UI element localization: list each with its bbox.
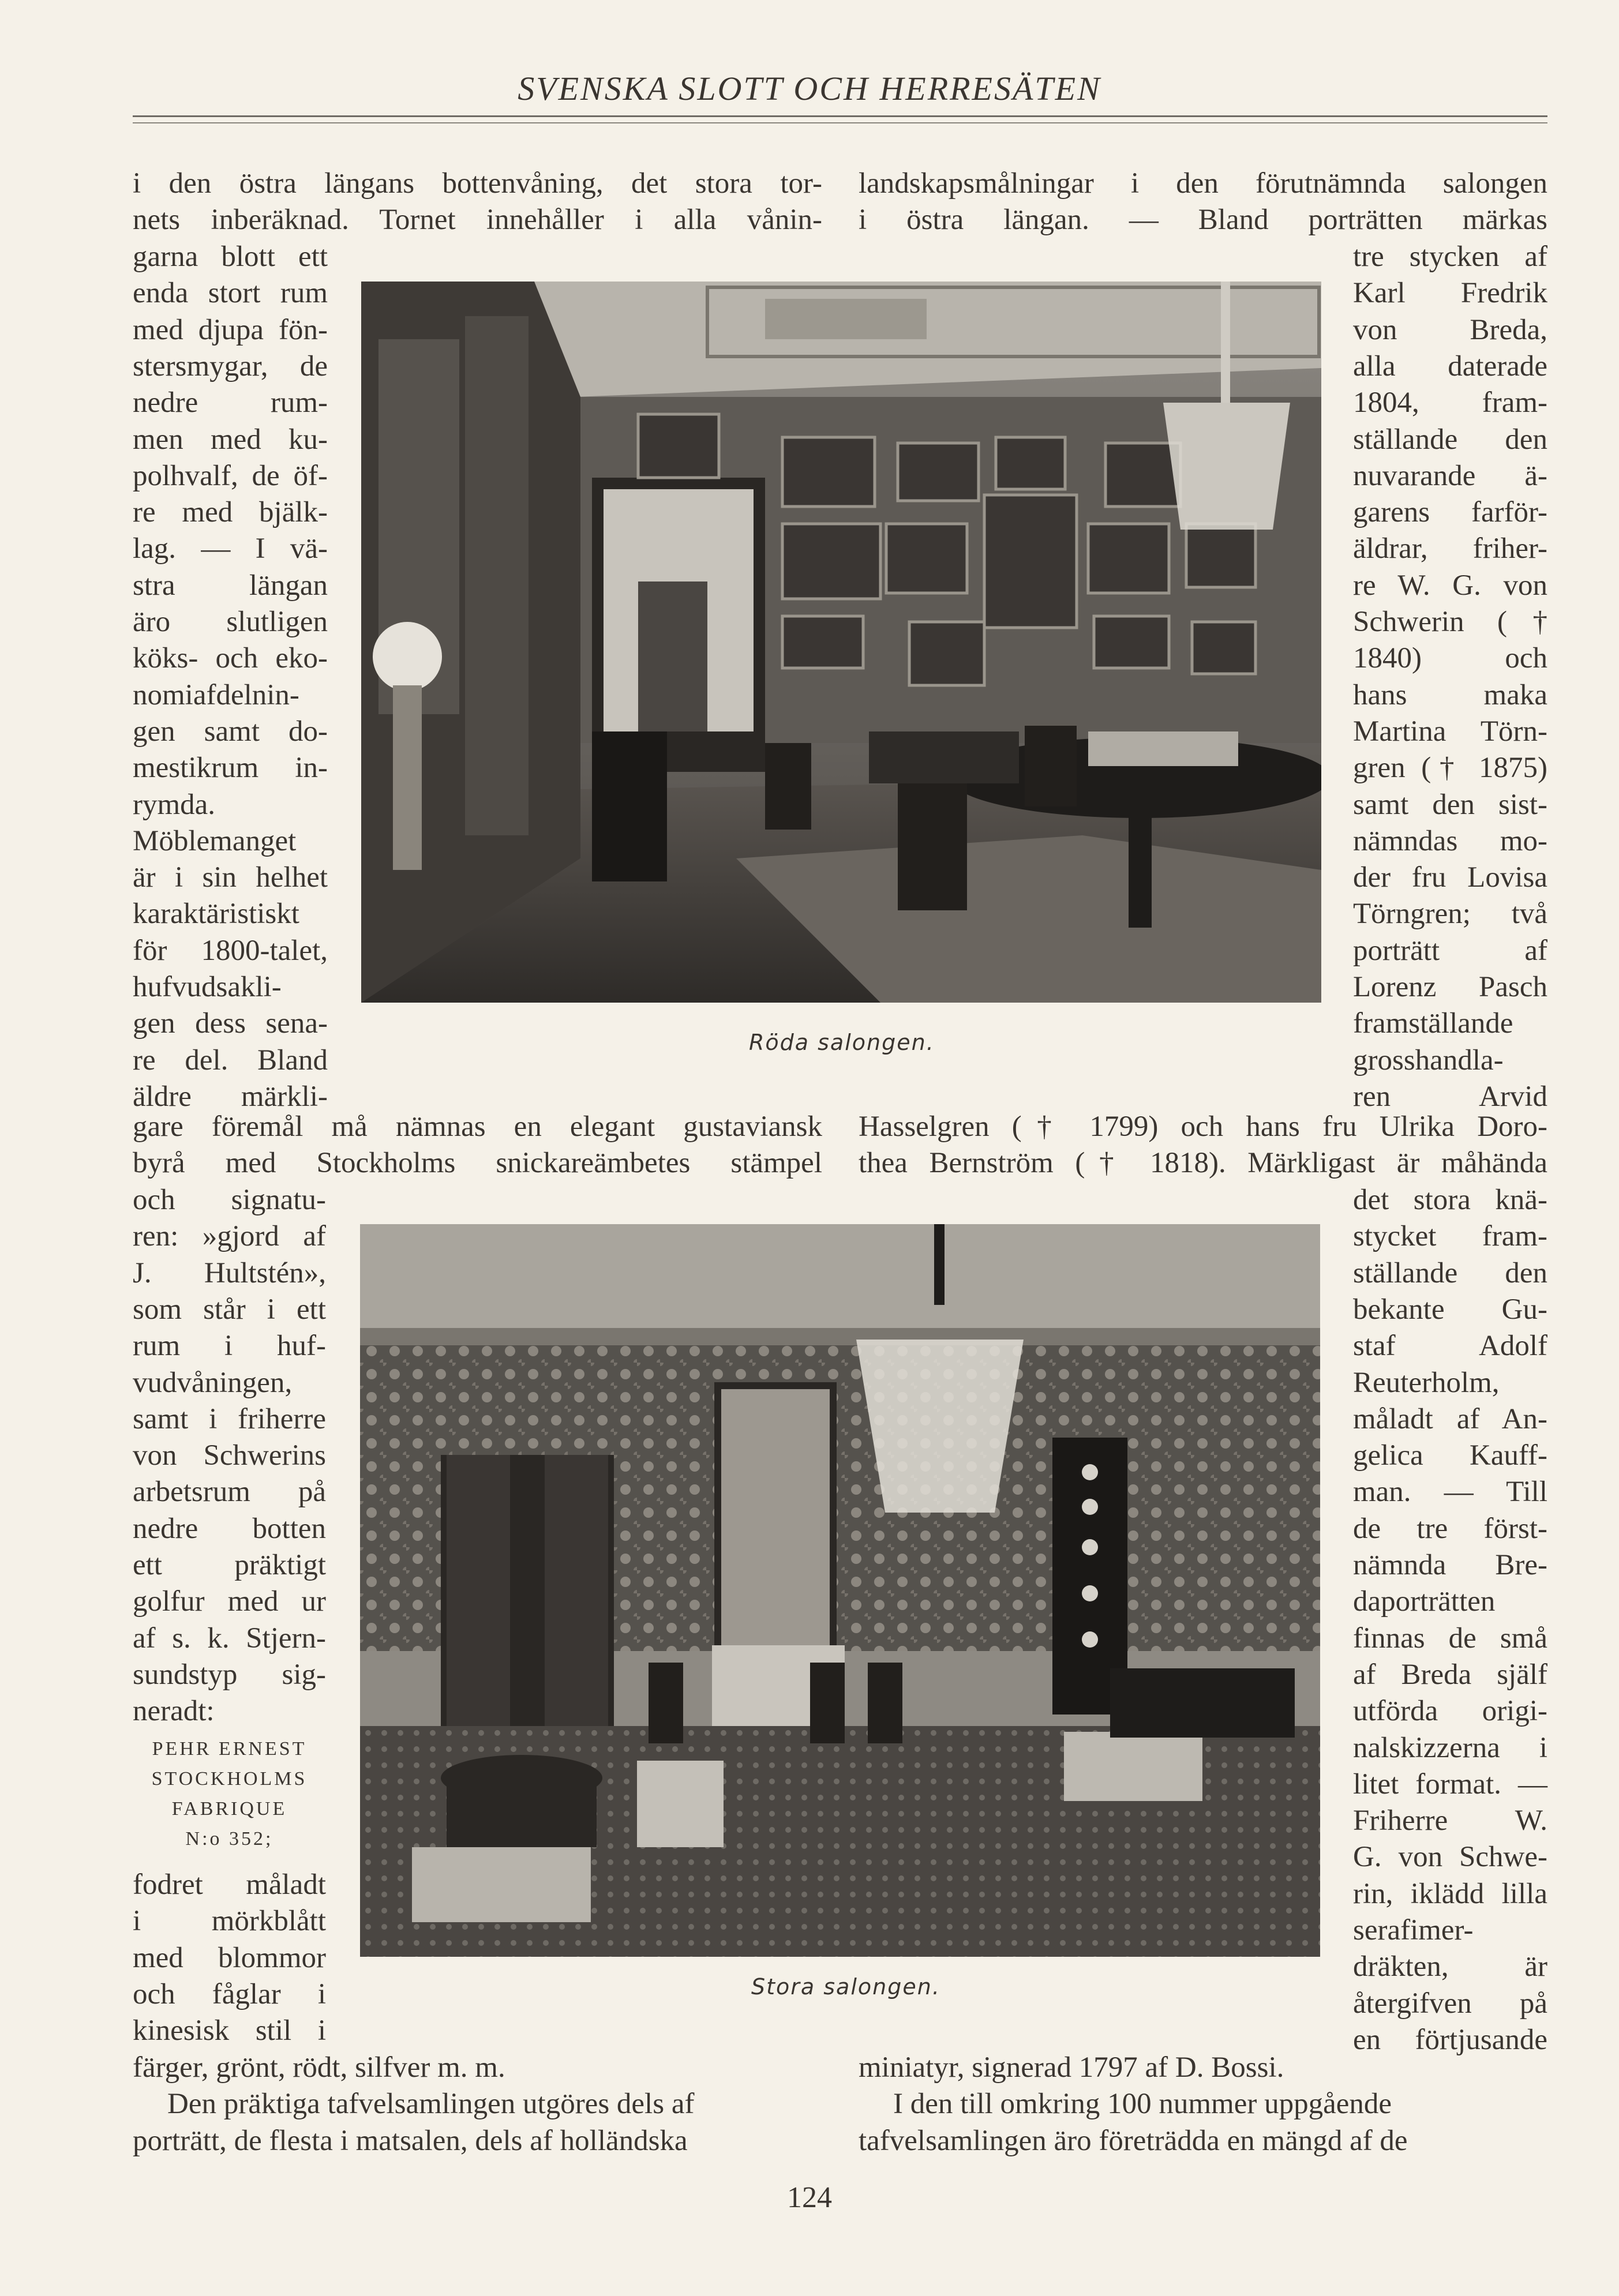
left-narrow-2-line: rum i huf- [133, 1330, 326, 1363]
right-narrow-2-line: dräkten, är [1353, 1950, 1547, 1983]
right-narrow-1-line: alla daterade [1353, 350, 1547, 382]
left-narrow-2-line: samt i friherre [133, 1402, 326, 1435]
right-bottom-full-line: I den till omkring 100 nummer uppgående [893, 2088, 1392, 2121]
right-narrow-1-line: Lorenz Pasch [1353, 971, 1547, 1003]
right-narrow-1-line: der fru Lovisa [1353, 861, 1547, 894]
left-narrow-1-line: gen samt do- [133, 715, 328, 748]
right-narrow-2-line: G. von Schwe- [1353, 1841, 1547, 1874]
running-head: SVENSKA SLOTT OCH HERRESÄTEN [518, 70, 1101, 107]
right-narrow-2-line: bekante Gu- [1353, 1293, 1547, 1326]
left-narrow-1-line: Möblemanget [133, 824, 297, 857]
signature-line: PEHR ERNEST [152, 1738, 307, 1759]
left-narrow-3-line: och fåglar i [133, 1978, 326, 2010]
left-mid-full-line: byrå med Stockholms snickareämbetes stämpel [133, 1147, 822, 1180]
signature-line: N:o 352; [185, 1828, 273, 1849]
right-narrow-2-line: utförda origi- [1353, 1695, 1547, 1728]
left-narrow-3-line: med blommor [133, 1941, 326, 1974]
left-narrow-2-line: von Schwerins [133, 1439, 326, 1472]
caption-stora-salongen: Stora salongen. [751, 1974, 940, 1999]
right-narrow-1-line: grosshandla- [1353, 1044, 1504, 1076]
right-narrow-2-line: Reuterholm, [1353, 1366, 1500, 1399]
left-narrow-1-line: nomiafdelnin- [133, 678, 299, 711]
left-narrow-3-line: fodret måladt [133, 1869, 326, 1901]
right-narrow-1-line: äldrar, friher- [1353, 532, 1547, 565]
right-narrow-2-line: daporträtten [1353, 1585, 1496, 1618]
right-narrow-1-line: 1840) och [1353, 642, 1547, 675]
right-narrow-1-line: Schwerin († [1353, 606, 1547, 638]
left-bottom-full-line: porträtt, de flesta i matsalen, dels af holländska [133, 2124, 688, 2157]
signature-line: FABRIQUE [171, 1798, 287, 1819]
left-narrow-1-line: köks- och eko- [133, 642, 328, 675]
left-narrow-1-line: men med ku- [133, 423, 328, 456]
right-narrow-1-line: tre stycken af [1353, 241, 1547, 273]
right-narrow-1-line: samt den sist- [1353, 788, 1547, 821]
right-narrow-2-line: stycket fram- [1353, 1220, 1547, 1253]
left-narrow-2-line: som står i ett [133, 1293, 326, 1326]
right-narrow-2-line: det stora knä- [1353, 1184, 1547, 1216]
right-narrow-1-line: porträtt af [1353, 934, 1547, 967]
right-narrow-2-line: nalskizzerna i [1353, 1731, 1547, 1764]
left-narrow-2-line: ett präktigt [133, 1549, 326, 1581]
right-narrow-1-line: framställande [1353, 1007, 1513, 1040]
right-narrow-2-line: Friherre W. [1353, 1804, 1547, 1837]
right-narrow-1-line: Martina Törn- [1353, 715, 1547, 748]
right-narrow-2-line: nämnda Bre- [1353, 1549, 1547, 1581]
left-narrow-1-line: är i sin helhet [133, 861, 328, 894]
header-rule [133, 115, 1547, 117]
left-narrow-1-line: för 1800-talet, [133, 934, 328, 967]
left-narrow-1-line: hufvudsakli- [133, 971, 282, 1003]
right-narrow-1-line: hans maka [1353, 678, 1547, 711]
right-top-full-line: i östra längan. — Bland porträtten märkas [859, 204, 1547, 237]
left-narrow-2-line: golfur med ur [133, 1585, 326, 1618]
right-narrow-1-line: garens farför- [1353, 496, 1547, 529]
right-mid-full-line: thea Bernström († 1818). Märkligast är måhända [859, 1147, 1547, 1180]
right-narrow-1-line: Törngren; två [1353, 898, 1547, 931]
left-narrow-1-line: stra längan [133, 569, 328, 602]
left-narrow-1-line: med djupa fön- [133, 313, 328, 346]
left-narrow-2-line: J. Hultstén», [133, 1256, 326, 1289]
left-narrow-2-line: vudvåningen, [133, 1366, 293, 1399]
left-narrow-1-line: mestikrum in- [133, 752, 328, 785]
left-narrow-2-line: neradt: [133, 1695, 215, 1728]
right-narrow-2-line: återgifven på [1353, 1987, 1547, 2020]
right-narrow-1-line: nuvarande ä- [1353, 459, 1547, 492]
left-narrow-2-line: ren: »gjord af [133, 1220, 326, 1253]
right-narrow-2-line: ställande den [1353, 1256, 1547, 1289]
left-narrow-2-line: nedre botten [133, 1512, 326, 1545]
left-narrow-3-line: i mörkblått [133, 1905, 326, 1938]
right-narrow-1-line: Karl Fredrik [1353, 277, 1547, 310]
photo-roda-salongen [361, 282, 1321, 1003]
left-narrow-3-line: kinesisk stil i [133, 2014, 326, 2047]
left-narrow-1-line: polhvalf, de öf- [133, 459, 328, 492]
right-narrow-1-line: von Breda, [1353, 313, 1547, 346]
left-narrow-1-line: re del. Bland [133, 1044, 328, 1076]
right-narrow-2-line: en förtjusande [1353, 2023, 1547, 2056]
right-narrow-2-line: rin, iklädd lilla [1353, 1877, 1547, 1910]
right-narrow-2-line: af Breda själf [1353, 1658, 1547, 1691]
left-narrow-1-line: rymda. [133, 788, 216, 821]
left-narrow-1-line: enda stort rum [133, 277, 328, 310]
right-narrow-2-line: serafimer- [1353, 1914, 1474, 1946]
right-narrow-1-line: gren († 1875) [1353, 752, 1547, 785]
left-narrow-2-line: och signatu- [133, 1184, 326, 1216]
right-narrow-2-line: man. — Till [1353, 1476, 1547, 1509]
left-mid-full-line: gare föremål må nämnas en elegant gustaviansk [133, 1111, 822, 1143]
left-narrow-1-line: stersmygar, de [133, 350, 328, 382]
left-narrow-1-line: garna blott ett [133, 241, 328, 273]
right-narrow-2-line: litet format. — [1353, 1768, 1547, 1800]
left-narrow-1-line: lag. — I vä- [133, 532, 328, 565]
left-narrow-1-line: nedre rum- [133, 387, 328, 419]
left-narrow-1-line: re med bjälk- [133, 496, 328, 529]
right-narrow-2-line: gelica Kauff- [1353, 1439, 1547, 1472]
right-narrow-2-line: finnas de små [1353, 1622, 1547, 1655]
header-rule-thin [133, 122, 1547, 123]
right-narrow-1-line: ställande den [1353, 423, 1547, 456]
left-narrow-1-line: gen dess sena- [133, 1007, 328, 1040]
left-narrow-1-line: äldre märkli- [133, 1080, 328, 1113]
left-bottom-full-line: färger, grönt, rödt, silfver m. m. [133, 2051, 505, 2084]
left-top-full-line: nets inberäknad. Tornet innehåller i alla vånin- [133, 204, 822, 237]
left-narrow-1-line: äro slutligen [133, 606, 328, 638]
right-narrow-2-line: måladt af An- [1353, 1402, 1547, 1435]
signature-line: STOCKHOLMS [151, 1768, 308, 1789]
left-narrow-1-line: karaktäristiskt [133, 898, 299, 931]
right-narrow-1-line: nämndas mo- [1353, 824, 1547, 857]
right-narrow-1-line: ren Arvid [1353, 1080, 1547, 1113]
right-narrow-2-line: staf Adolf [1353, 1330, 1547, 1363]
right-narrow-2-line: de tre först- [1353, 1512, 1547, 1545]
page-number: 124 [787, 2181, 832, 2214]
right-top-full-line: landskapsmålningar i den förutnämnda salongen [859, 167, 1547, 200]
left-top-full-line: i den östra längans bottenvåning, det stora tor- [133, 167, 822, 200]
right-bottom-full-line: miniatyr, signerad 1797 af D. Bossi. [859, 2051, 1284, 2084]
right-bottom-full-line: tafvelsamlingen äro företrädda en mängd af de [859, 2124, 1408, 2157]
left-narrow-2-line: sundstyp sig- [133, 1658, 326, 1691]
caption-roda-salongen: Röda salongen. [749, 1030, 935, 1055]
photo-stora-salongen [360, 1224, 1320, 1957]
right-narrow-1-line: re W. G. von [1353, 569, 1547, 602]
left-bottom-full-line: Den präktiga tafvelsamlingen utgöres dels af [167, 2088, 695, 2121]
right-narrow-1-line: 1804, fram- [1353, 387, 1547, 419]
left-narrow-2-line: af s. k. Stjern- [133, 1622, 326, 1655]
right-mid-full-line: Hasselgren († 1799) och hans fru Ulrika Doro- [859, 1111, 1547, 1143]
left-narrow-2-line: arbetsrum på [133, 1476, 326, 1509]
